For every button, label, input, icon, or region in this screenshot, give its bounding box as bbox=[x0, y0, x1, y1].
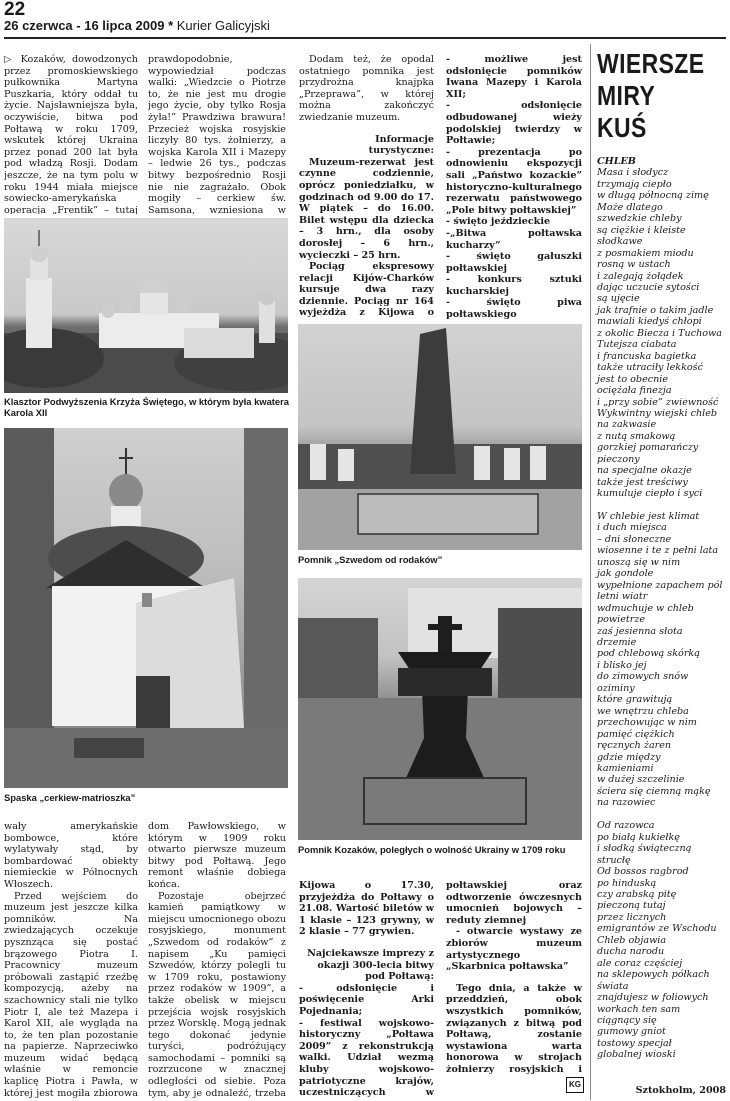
event-item: -„Bitwa połtawska kucharzy” bbox=[446, 227, 582, 251]
poem-stanza bbox=[597, 820, 728, 1061]
poem-line: jest to obecnie bbox=[597, 373, 669, 385]
poem-line: i duch miejsca bbox=[597, 522, 667, 534]
poem-line: drzemie bbox=[597, 637, 637, 649]
issue-date-line bbox=[4, 18, 270, 33]
info-paragraph: Muzeum-rezerwat jest czynne codziennie, oprócz poniedziałku, w godzinach od 9.00 do 17. W piątek – do 16.00. Bilet wstępu dla dziecka – 3 hrn., dla osoby dorosłej – 6 hrn., wycieczki – 25 hrn. bbox=[299, 156, 434, 261]
article-column-1-bottom bbox=[4, 821, 138, 1099]
poem-line: wypełnione zapachem pól bbox=[597, 579, 723, 591]
monastery-caption: Klasztor Podwyższenia Krzyża Świętego, w którym była kwatera Karola XII bbox=[4, 396, 289, 419]
church-caption: Spaska „cerkiew-matrioszka” bbox=[4, 792, 136, 803]
kurier-galicyjski-logo: KG bbox=[566, 1077, 584, 1093]
poem-line: ciągnący się bbox=[597, 1014, 657, 1026]
poem-stanza bbox=[597, 511, 728, 809]
poem-line: W chlebie jest klimat bbox=[597, 511, 700, 523]
poem-line: zaś jesienna słota bbox=[597, 625, 683, 637]
poem-line: gorzkiej pomarańczy bbox=[597, 442, 699, 454]
poem-line: jak gondole bbox=[597, 568, 654, 580]
article-column-2-bottom bbox=[148, 821, 286, 1099]
poem-line: dając uczucie sytości bbox=[597, 281, 700, 293]
poem-line: we wnętrzu chleba bbox=[597, 705, 689, 717]
poem-line: wdmuchuje w chleb bbox=[597, 602, 694, 614]
poem-line: także jest treściwy bbox=[597, 476, 688, 488]
poem-line: ściera się ciemną mąkę bbox=[597, 785, 711, 797]
poem-line: z okolic Biecza i Tuchowa bbox=[597, 327, 722, 339]
poem-line: kumuluje ciepło i syci bbox=[597, 488, 703, 500]
poem-line: po białą kukiełkę bbox=[597, 831, 680, 843]
poem-line: Wykwintny wiejski chleb bbox=[597, 407, 718, 419]
poem-line: Tutejsza ciabata bbox=[597, 339, 677, 351]
poem-line: strucłę bbox=[597, 854, 631, 866]
poem-line: Może dlatego bbox=[597, 201, 663, 213]
poem-line: unoszą się w nim bbox=[597, 556, 681, 568]
poem-line: i „przy sobie” zwiewność bbox=[597, 396, 719, 408]
swedes-monument-caption: Pomnik „Szwedom od rodaków” bbox=[298, 554, 443, 565]
stanza-gap bbox=[597, 809, 728, 820]
poem-line: pieczoną tutaj bbox=[597, 900, 666, 912]
poem-line: na specjalne okazje bbox=[597, 465, 692, 477]
poem-line: na zakwasie bbox=[597, 419, 657, 431]
poem-line: słodkawe bbox=[597, 236, 643, 248]
event-item: - święto gałuszki połtawskiej bbox=[446, 251, 582, 274]
page-number: 22 bbox=[4, 0, 26, 20]
article-column-3-top bbox=[299, 54, 434, 320]
poem-line: ręcznych żaren bbox=[597, 740, 672, 752]
poem-line: świata bbox=[597, 980, 629, 992]
cossacks-monument-photo bbox=[298, 578, 582, 840]
poem-line: na sklepowych półkach bbox=[597, 969, 710, 981]
poem-line: i zalegają żołądek bbox=[597, 270, 684, 282]
monastery-illustration bbox=[4, 218, 288, 393]
poem-line: są ciężkie i kleiste bbox=[597, 224, 686, 236]
poem-line: w długą północną zimę bbox=[597, 190, 709, 202]
article-column-2-top bbox=[148, 54, 286, 214]
events-heading: Najciekawsze imprezy z okazji 300-lecia bitwy pod Połtawą: bbox=[307, 947, 434, 983]
poem-line: i blisko jej bbox=[597, 659, 647, 671]
header-separator: * bbox=[168, 18, 174, 33]
cossacks-monument-caption: Pomnik Kozaków, poległych o wolność Ukrainy w 1709 roku bbox=[298, 844, 566, 855]
article-paragraph: Przed wejściem do muzeum jest jeszcze kilka pomników. Na zwiedzających oczekuje pysznząca się postać brązowego Piotra I. Pracownicy muzeum próbowali zastąpić rzeźbę kompozycją, ażeby na szachownicy stali nie tylko Piotr I, ale też Mazepa i Karol XII, ale wygląda na to, że ten plan pozostanie na papierze. Naprzeciwko muzeum widać będącą właśnie w remoncie kaplicę Piotra i Pawła, w której jest mogiła zbiorowa bbox=[4, 890, 138, 1099]
info-heading: turystyczne: bbox=[368, 145, 434, 157]
event-item: - prezentacja po odnowieniu ekspozycji sali „Państwo kozackie” historyczno-kulturalnego rezerwatu państwowego „Pole bitwy połtawskiej” bbox=[446, 146, 582, 216]
poem-line: kamieniami bbox=[597, 763, 654, 774]
sidebar-title bbox=[597, 48, 704, 144]
poem-signature: Sztokholm, 2008 bbox=[635, 1085, 726, 1096]
poem-line: przez licznych bbox=[597, 911, 667, 923]
event-item: - możliwe jest odsłonięcie pomników Iwana Mazepy i Karola XII; bbox=[446, 54, 582, 100]
poem-line: po hinduską bbox=[597, 877, 657, 889]
sidebar-title-line: WIERSZE bbox=[597, 48, 705, 79]
poem-line: i słodką świąteczną bbox=[597, 843, 692, 855]
article-column-4-bottom bbox=[446, 880, 582, 1075]
poem-line: jak trafnie o takim jadle bbox=[597, 304, 714, 316]
poem-line: pod chlebową skórką bbox=[597, 648, 700, 660]
event-item: - odsłonięcie odbudowanej wieży podolskiej twierdzy w Połtawie; bbox=[446, 100, 582, 147]
poem-line: pieczony bbox=[597, 453, 640, 465]
header-rule bbox=[4, 37, 726, 39]
poem-line: do zimowych snów bbox=[597, 671, 689, 683]
swedes-monument-photo bbox=[298, 324, 582, 550]
poem-line: workach ten sam bbox=[597, 1003, 681, 1015]
poem-stanza bbox=[597, 167, 728, 499]
poem-line: czy arabską pitę bbox=[597, 888, 677, 900]
poem-line: powietrze bbox=[597, 614, 646, 626]
poem-line: ociężała finezja bbox=[597, 385, 672, 397]
info-heading: Informacje bbox=[375, 133, 434, 145]
poem-line: gdzie między bbox=[597, 751, 661, 763]
poem-line: ale coraz częściej bbox=[597, 957, 683, 969]
poem-line: Chleb objawia bbox=[597, 934, 667, 946]
poem-line: na razowiec bbox=[597, 797, 656, 809]
poem-title: CHLEB bbox=[597, 156, 636, 167]
page-header bbox=[4, 0, 726, 40]
event-item: - festiwal wojskowo-historyczny „Połtawa 2009” z rekonstrukcją walki. Udział wezmą kluby wojskowo-patriotyczne krajów, uczestniczących w bbox=[299, 1017, 434, 1099]
poem-line: które grawitują bbox=[597, 694, 673, 706]
poem-line: globalnej wioski bbox=[597, 1049, 676, 1061]
info-paragraph: Pociąg ekspresowy relacji Kijów-Charków kursuje dwa razy dziennie. Pociąg nr 164 wyjeżdża z Kijowa o bbox=[299, 261, 434, 319]
poem-line: szwedzkie chleby bbox=[597, 213, 682, 225]
poem-line: wiosenne i te z pełni lata bbox=[597, 545, 719, 557]
event-item: połtawskiej oraz odtworzenie ówczesnych umocnień bojowych – reduty ziemnej bbox=[446, 880, 582, 926]
issue-date: 26 czerwca - 16 lipca 2009 bbox=[4, 18, 165, 33]
sidebar-title-line: MIRY KUŚ bbox=[597, 80, 655, 143]
event-item: - odsłonięcie i poświęcenie Arki Pojednania; bbox=[299, 982, 434, 1017]
event-item: - otwarcie wystawy ze zbiorów muzeum artystycznego „Skarbnica połtawska” bbox=[446, 926, 582, 973]
article-paragraph: Tego dnia, a także w przeddzień, obok wszystkich pomników, związanych z bitwą pod Połtawą, zostanie wystawiona warta honorowa w strojach żołnierzy rosyjskich i bbox=[446, 982, 582, 1075]
article-paragraph: wały amerykańskie bombowce, które wylatywały stąd, by bombardować obiekty niemieckie w Północnych Włoszech. bbox=[4, 821, 138, 890]
article-column-3-bottom bbox=[299, 880, 434, 1099]
poem-line: mawiali kiedyś chłopi bbox=[597, 316, 702, 328]
event-item: - konkurs sztuki kucharskiej bbox=[446, 274, 582, 297]
poem-line: z posmakiem miodu bbox=[597, 247, 694, 259]
poem-line: emigrantów ze Wschodu bbox=[597, 923, 717, 935]
event-item: - święto piwa połtawskiego bbox=[446, 297, 582, 320]
poem-line: oziminy bbox=[597, 682, 635, 694]
poem bbox=[597, 156, 728, 1061]
church-illustration bbox=[4, 428, 288, 788]
poem-line: rosną w ustach bbox=[597, 259, 671, 271]
poem-line: – dni słoneczne bbox=[597, 533, 672, 545]
poem-line: w dużej szczelinie bbox=[597, 774, 685, 786]
poem-line: pamięć ciężkich bbox=[597, 728, 675, 740]
poem-line: i francuska bagietka bbox=[597, 350, 697, 362]
swedes-monument-illustration bbox=[298, 324, 582, 550]
poem-line: trzymają ciepło bbox=[597, 178, 672, 190]
poem-line: letni wiatr bbox=[597, 591, 648, 603]
article-column-1-top bbox=[4, 54, 138, 214]
poetry-sidebar bbox=[590, 44, 728, 1100]
monastery-photo bbox=[4, 218, 288, 393]
poem-line: gumowy gniot bbox=[597, 1026, 666, 1038]
article-paragraph: Dodam też, że opodal ostatniego pomnika jest przydrożna knajpka „Przeprawa”, w której można zakończyć zwiedzanie muzeum. bbox=[299, 54, 434, 123]
poem-line: z nutą smakową bbox=[597, 430, 676, 442]
info-paragraph: Kijowa o 17.30, przyjeżdża do Połtawy o 21.08. Wartość biletów w 1 klasie – 123 grywny, w 2 klasie – 77 grywien. bbox=[299, 880, 434, 938]
poem-line: są ujęcie bbox=[597, 293, 640, 305]
poem-line: tostowy specjał bbox=[597, 1037, 672, 1049]
publication-name: Kurier Galicyjski bbox=[176, 18, 270, 33]
poem-line: znajdujesz w foliowych bbox=[597, 992, 709, 1004]
article-paragraph: ▷ Kozaków, dowodzonych przez promoskiewskiego pułkownika Martyna Puszkaria, który oddał tu życie. Najsławniejsza była, oczywiście, bitwa pod Połtawą w roku 1709, wskutek której Ukraina przez ponad 200 lat była pod władzą Rosji. Dodam jeszcze, że na tym polu w roku 1944 miała miejsce sowiecko-amerykańska operacja „Frentik” – tutaj bbox=[4, 54, 138, 214]
church-photo bbox=[4, 428, 288, 788]
cossacks-monument-illustration bbox=[298, 578, 582, 840]
article-paragraph: prawdopodobnie, wypowiedział podczas walki: „Wiedzcie o Piotrze to, że nie jest mu drogie jego życie, oby tylko Rosja żyła!” Prawdziwa brawura! Przecież wojska rosyjskie liczyły 80 tys. żołnierzy, a wojska Karola XII i Mazepy – ledwie 26 tys., podczas bitwy bezpośrednio Rosji nie nie zagrażało. Obok mogiły – cerkiew św. Samsona, wzniesiona w bbox=[148, 54, 286, 214]
poem-line: także utraciły lekkość bbox=[597, 362, 703, 374]
article-paragraph: Pozostaje obejrzeć kamień pamiątkowy w miejscu umocnionego obozu rosyjskiego, monument „Szwedom od rodaków” z napisem „Ku pamięci Szwedów, którzy polegli tu w 1709 roku, postawiony przez rodaków w 1909”, a także obelisk w miejscu przejścia wojsk rosyjskich przez Worsklę. Mogą jednak tego dokonać jedynie turyści, podróżujący samochodami – pomniki są rozrzucone w znacznej odległości od siebie. Poza tym, aby je odnaleźć, trzeba bbox=[148, 890, 286, 1099]
poem-line: Masa i słodycz bbox=[597, 167, 669, 179]
article-paragraph: dom Pawłowskiego, w którym w 1909 roku otwarto pierwsze muzeum bitwy pod Połtawą. Jego remont właśnie dobiega końca. bbox=[148, 821, 286, 890]
poem-line: Od bossos ragbrod bbox=[597, 866, 689, 878]
poem-line: Od razowca bbox=[597, 820, 655, 832]
stanza-gap bbox=[597, 500, 728, 511]
event-item: - święto jeździeckie bbox=[446, 216, 551, 228]
poem-line: przechowując w nim bbox=[597, 717, 697, 729]
article-column-4-top bbox=[446, 54, 582, 320]
poem-line: ducha narodu bbox=[597, 946, 665, 958]
